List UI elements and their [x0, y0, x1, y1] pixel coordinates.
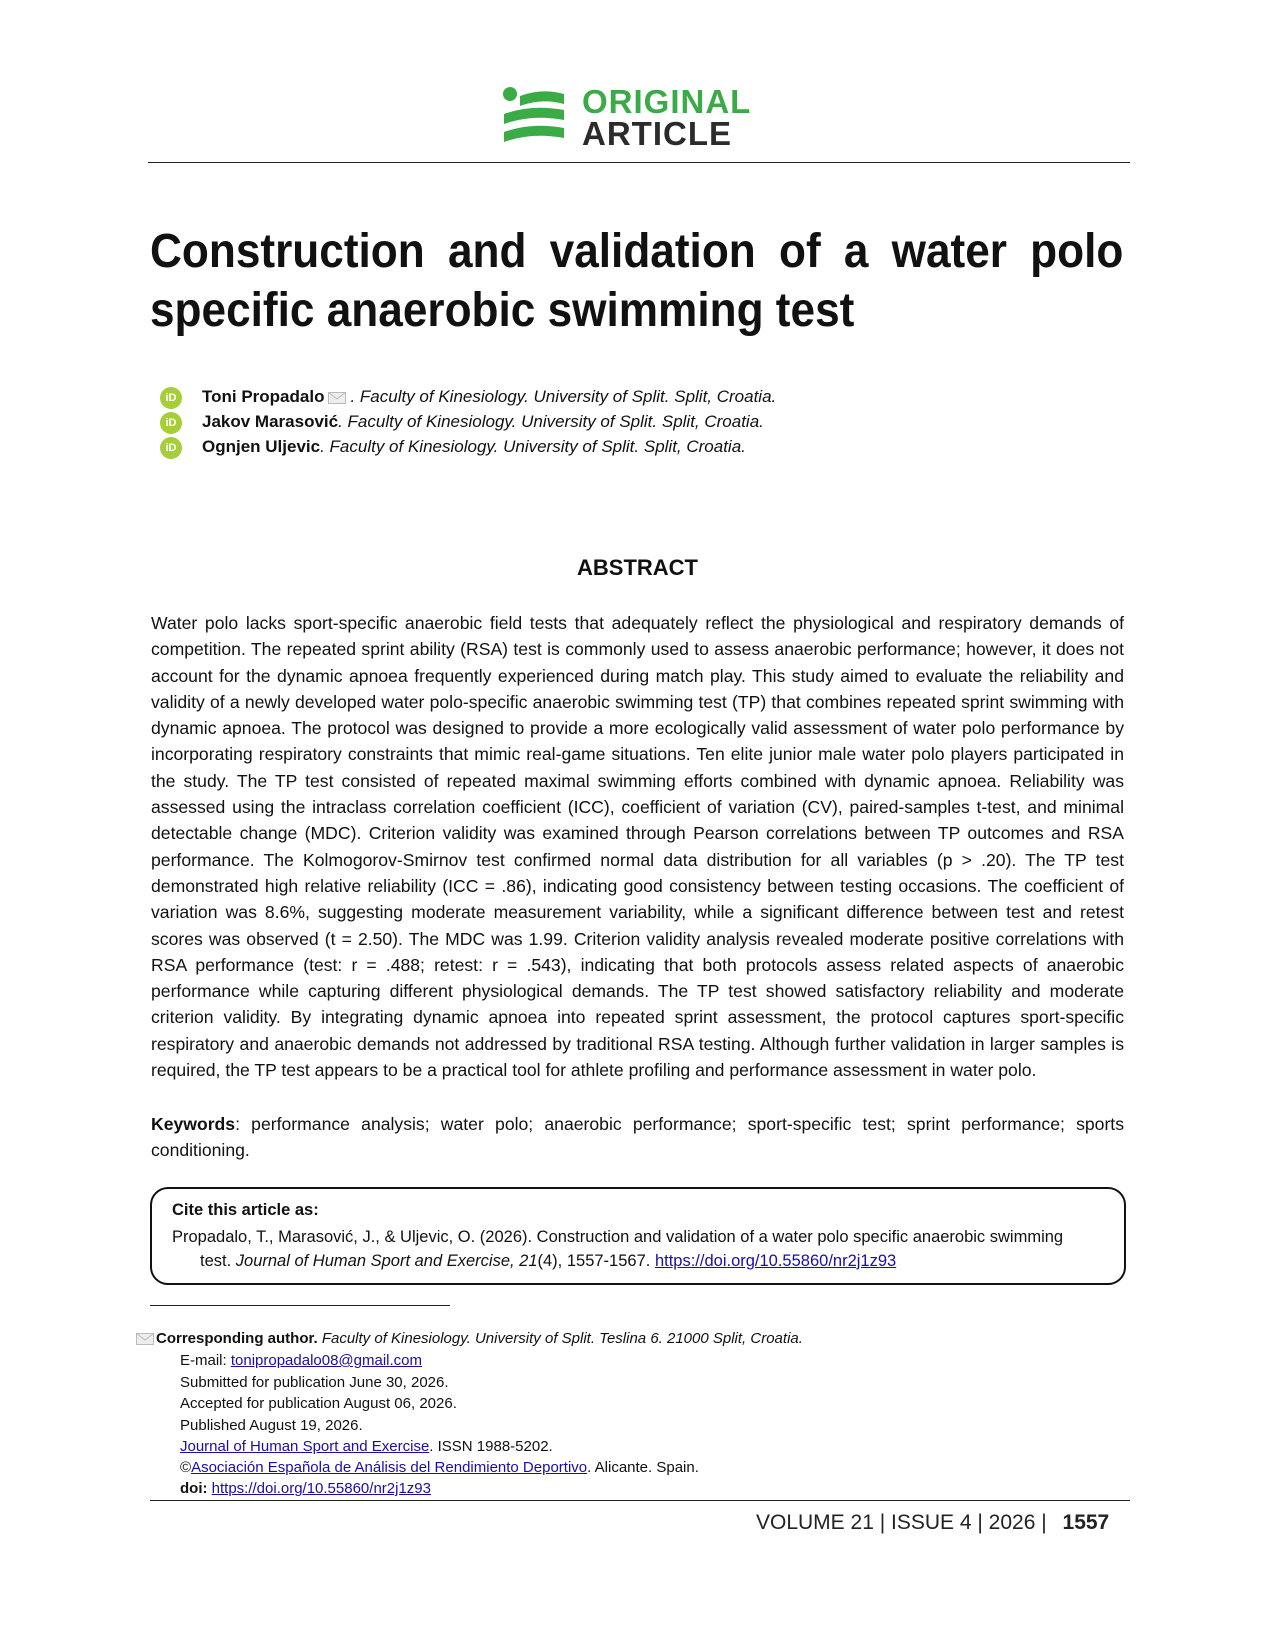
- citation-journal: Journal of Human Sport and Exercise, 21: [235, 1252, 538, 1270]
- header-divider: [148, 162, 1130, 163]
- footnote-divider: [150, 1305, 450, 1306]
- citation-text: [172, 1225, 1112, 1273]
- email-link[interactable]: tonipropadalo08@gmail.com: [230, 1352, 423, 1369]
- author-row: [160, 435, 746, 459]
- published-date: Published August 19, 2026.: [180, 1417, 363, 1434]
- envelope-icon[interactable]: [328, 392, 346, 404]
- doi-link[interactable]: https://doi.org/10.55860/nr2j1z93: [211, 1480, 431, 1497]
- accepted-date: Accepted for publication August 06, 2026.: [180, 1395, 457, 1412]
- corresponding-author-note: [136, 1328, 803, 1350]
- page-number: 1557: [1062, 1511, 1110, 1534]
- location-text: . Alicante. Spain.: [587, 1459, 699, 1476]
- journal-issn-line: [180, 1436, 553, 1458]
- footer-divider: [150, 1500, 1130, 1501]
- orcid-icon[interactable]: iD: [160, 437, 182, 459]
- volume-info: VOLUME 21 | ISSUE 4 | 2026 |: [756, 1511, 1053, 1534]
- author-affiliation: . Faculty of Kinesiology. University of Split. Split, Croatia.: [350, 387, 777, 406]
- keywords: [151, 1111, 1124, 1163]
- copyright-line: [180, 1457, 699, 1479]
- doi-label: doi:: [180, 1480, 212, 1497]
- orcid-icon[interactable]: iD: [160, 387, 182, 409]
- citation-line-2: [172, 1249, 1112, 1273]
- author-row: [160, 385, 776, 409]
- author-row: [160, 410, 764, 434]
- submitted-date: Submitted for publication June 30, 2026.: [180, 1374, 449, 1391]
- citation-label: Cite this article as:: [172, 1201, 319, 1219]
- citation-doi-link[interactable]: https://doi.org/10.55860/nr2j1z93: [654, 1252, 897, 1270]
- issn-text: . ISSN 1988-5202.: [429, 1438, 553, 1455]
- logo-stripes-icon: [502, 86, 566, 148]
- orcid-icon[interactable]: iD: [160, 412, 182, 434]
- logo-word-original: ORIGINAL: [582, 83, 752, 120]
- abstract-heading: ABSTRACT: [577, 555, 698, 580]
- citation-text-part: test.: [200, 1252, 236, 1270]
- copyright-symbol: ©: [180, 1459, 192, 1476]
- author-affiliation: . Faculty of Kinesiology. University of Split. Split, Croatia.: [338, 412, 764, 431]
- page-footer: [756, 1509, 1109, 1537]
- citation-issue: (4), 1557-1567.: [537, 1252, 655, 1270]
- journal-link[interactable]: Journal of Human Sport and Exercise: [180, 1438, 430, 1455]
- author-name: Toni Propadalo: [202, 387, 325, 406]
- organization-link[interactable]: Asociación Española de Análisis del Rendimiento Deportivo: [191, 1459, 588, 1476]
- citation-line-1: Propadalo, T., Marasović, J., & Uljevic, O. (2026). Construction and validation of a water polo specific anaerobic swimming: [172, 1228, 1064, 1246]
- corresponding-label: Corresponding author.: [156, 1330, 318, 1347]
- doi-line: [180, 1478, 431, 1500]
- abstract-body: Water polo lacks sport-specific anaerobic field tests that adequately reflect the physiological and respiratory demands of competition. The repeated sprint ability (RSA) test is commonly used to assess anaerobic performance; however, it does not account for the dynamic apnoea frequently experienced during match play. This study aimed to evaluate the reliability and validity of a newly developed water polo-specific anaerobic swimming test (TP) that combines repeated sprint swimming with dynamic apnoea. The protocol was designed to provide a more ecologically valid assessment of water polo performance by incorporating respiratory constraints that mimic real-game situations. Ten elite junior male water polo players participated in the study. The TP test consisted of repeated maximal swimming efforts combined with dynamic apnoea. Reliability was assessed using the intraclass correlation coefficient (ICC), coefficient of variation (CV), paired-samples t-test, and minimal detectable change (MDC). Criterion validity was examined through Pearson correlations between TP outcomes and RSA performance. The Kolmogorov-Smirnov test confirmed normal data distribution for all variables (p > .20). The TP test demonstrated high relative reliability (ICC = .86), indicating good consistency between testing occasions. The coefficient of variation was 8.6%, suggesting moderate measurement variability, while a significant difference between test and retest scores was observed (t = 2.50). The MDC was 1.99. Criterion validity analysis revealed moderate positive correlations with RSA performance (test: r = .488; retest: r = .543), indicating that both protocols assess related aspects of anaerobic performance while capturing different physiological demands. The TP test showed satisfactory reliability and moderate criterion validity. By integrating dynamic apnoea into repeated sprint assessment, the protocol captures sport-specific respiratory and anaerobic demands not addressed by traditional RSA testing. Although further validation in larger samples is required, the TP test appears to be a practical tool for athlete profiling and performance assessment in water polo.: [151, 613, 1124, 1081]
- logo-word-article: ARTICLE: [582, 115, 732, 152]
- email-label: E-mail:: [180, 1352, 231, 1369]
- article-title: Construction and validation of a water polo specific anaerobic swimming test: [150, 225, 1124, 337]
- envelope-icon: [136, 1333, 154, 1345]
- keywords-label: Keywords: [151, 1114, 236, 1134]
- author-name: Jakov Marasović: [202, 412, 339, 431]
- journal-logo: [502, 84, 782, 154]
- corresponding-affiliation: Faculty of Kinesiology. University of Split. Teslina 6. 21000 Split, Croatia.: [317, 1330, 803, 1347]
- author-affiliation: . Faculty of Kinesiology. University of Split. Split, Croatia.: [320, 437, 746, 456]
- email-line: [180, 1350, 422, 1372]
- author-name: Ognjen Uljevic: [202, 437, 321, 456]
- keywords-text: : performance analysis; water polo; anaerobic performance; sport-specific test; sprint performance; sports conditioning.: [151, 1114, 1124, 1160]
